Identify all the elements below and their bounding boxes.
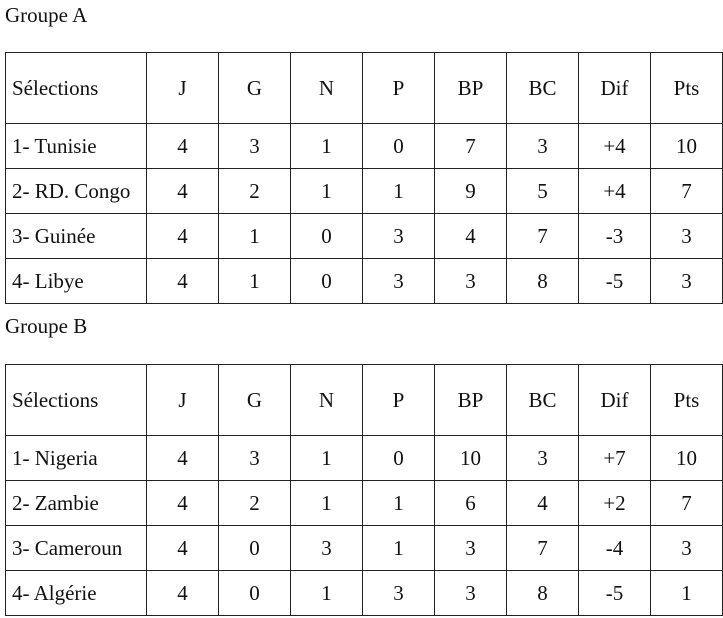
cell-goals-for: 9 (435, 169, 507, 214)
cell-goals-against: 3 (507, 124, 579, 169)
column-header-played: J (147, 53, 219, 124)
cell-team: 2- RD. Congo (6, 169, 147, 214)
cell-team: 1- Nigeria (6, 436, 147, 481)
group-b-standings-table (5, 364, 723, 616)
column-header-won: G (219, 53, 291, 124)
column-header-drawn: N (291, 365, 363, 436)
cell-drawn: 1 (291, 571, 363, 616)
cell-points: 7 (651, 481, 723, 526)
cell-goal-diff: -3 (579, 214, 651, 259)
header-row (6, 53, 723, 124)
table-row (6, 436, 723, 481)
column-header-goals-for: BP (435, 365, 507, 436)
cell-goal-diff: +4 (579, 124, 651, 169)
cell-lost: 3 (363, 571, 435, 616)
table-row (6, 259, 723, 304)
cell-won: 3 (219, 124, 291, 169)
cell-goals-against: 7 (507, 526, 579, 571)
cell-goals-for: 3 (435, 526, 507, 571)
cell-points: 7 (651, 169, 723, 214)
cell-goals-for: 7 (435, 124, 507, 169)
cell-drawn: 1 (291, 169, 363, 214)
cell-points: 3 (651, 526, 723, 571)
column-header-drawn: N (291, 53, 363, 124)
cell-goals-for: 6 (435, 481, 507, 526)
column-header-team: Sélections (6, 53, 147, 124)
cell-team: 4- Algérie (6, 571, 147, 616)
cell-lost: 1 (363, 526, 435, 571)
table-row (6, 481, 723, 526)
cell-won: 1 (219, 214, 291, 259)
cell-goal-diff: +2 (579, 481, 651, 526)
cell-goal-diff: -5 (579, 259, 651, 304)
cell-lost: 1 (363, 169, 435, 214)
cell-goals-for: 4 (435, 214, 507, 259)
group-a-title: Groupe A (5, 3, 88, 27)
column-header-lost: P (363, 53, 435, 124)
cell-lost: 3 (363, 214, 435, 259)
cell-played: 4 (147, 571, 219, 616)
column-header-lost: P (363, 365, 435, 436)
cell-drawn: 0 (291, 259, 363, 304)
cell-lost: 0 (363, 124, 435, 169)
cell-goal-diff: -5 (579, 571, 651, 616)
group-b-title: Groupe B (5, 314, 88, 338)
cell-points: 1 (651, 571, 723, 616)
column-header-goal-diff: Dif (579, 365, 651, 436)
column-header-team: Sélections (6, 365, 147, 436)
cell-played: 4 (147, 259, 219, 304)
cell-won: 2 (219, 169, 291, 214)
cell-points: 3 (651, 214, 723, 259)
column-header-points: Pts (651, 365, 723, 436)
cell-won: 2 (219, 481, 291, 526)
cell-drawn: 0 (291, 214, 363, 259)
cell-played: 4 (147, 124, 219, 169)
column-header-goal-diff: Dif (579, 53, 651, 124)
cell-team: 2- Zambie (6, 481, 147, 526)
cell-won: 3 (219, 436, 291, 481)
cell-goals-for: 3 (435, 259, 507, 304)
header-row (6, 365, 723, 436)
cell-won: 0 (219, 571, 291, 616)
cell-team: 1- Tunisie (6, 124, 147, 169)
column-header-won: G (219, 365, 291, 436)
cell-lost: 1 (363, 481, 435, 526)
cell-points: 10 (651, 124, 723, 169)
cell-goals-for: 10 (435, 436, 507, 481)
cell-lost: 0 (363, 436, 435, 481)
group-a-standings-table (5, 52, 723, 304)
cell-drawn: 1 (291, 436, 363, 481)
cell-goal-diff: -4 (579, 526, 651, 571)
cell-team: 3- Guinée (6, 214, 147, 259)
cell-drawn: 1 (291, 124, 363, 169)
cell-goal-diff: +4 (579, 169, 651, 214)
cell-goals-against: 4 (507, 481, 579, 526)
table-row (6, 526, 723, 571)
table-row (6, 214, 723, 259)
table-row (6, 124, 723, 169)
column-header-goals-for: BP (435, 53, 507, 124)
table-row (6, 169, 723, 214)
cell-played: 4 (147, 526, 219, 571)
cell-won: 0 (219, 526, 291, 571)
cell-goals-for: 3 (435, 571, 507, 616)
cell-points: 3 (651, 259, 723, 304)
cell-goals-against: 5 (507, 169, 579, 214)
cell-drawn: 1 (291, 481, 363, 526)
cell-lost: 3 (363, 259, 435, 304)
cell-goals-against: 8 (507, 259, 579, 304)
cell-played: 4 (147, 481, 219, 526)
cell-team: 3- Cameroun (6, 526, 147, 571)
cell-goals-against: 3 (507, 436, 579, 481)
cell-played: 4 (147, 214, 219, 259)
cell-won: 1 (219, 259, 291, 304)
cell-points: 10 (651, 436, 723, 481)
cell-drawn: 3 (291, 526, 363, 571)
cell-played: 4 (147, 169, 219, 214)
column-header-points: Pts (651, 53, 723, 124)
cell-goal-diff: +7 (579, 436, 651, 481)
table-row (6, 571, 723, 616)
column-header-goals-against: BC (507, 53, 579, 124)
cell-team: 4- Libye (6, 259, 147, 304)
column-header-goals-against: BC (507, 365, 579, 436)
cell-goals-against: 7 (507, 214, 579, 259)
cell-played: 4 (147, 436, 219, 481)
column-header-played: J (147, 365, 219, 436)
cell-goals-against: 8 (507, 571, 579, 616)
